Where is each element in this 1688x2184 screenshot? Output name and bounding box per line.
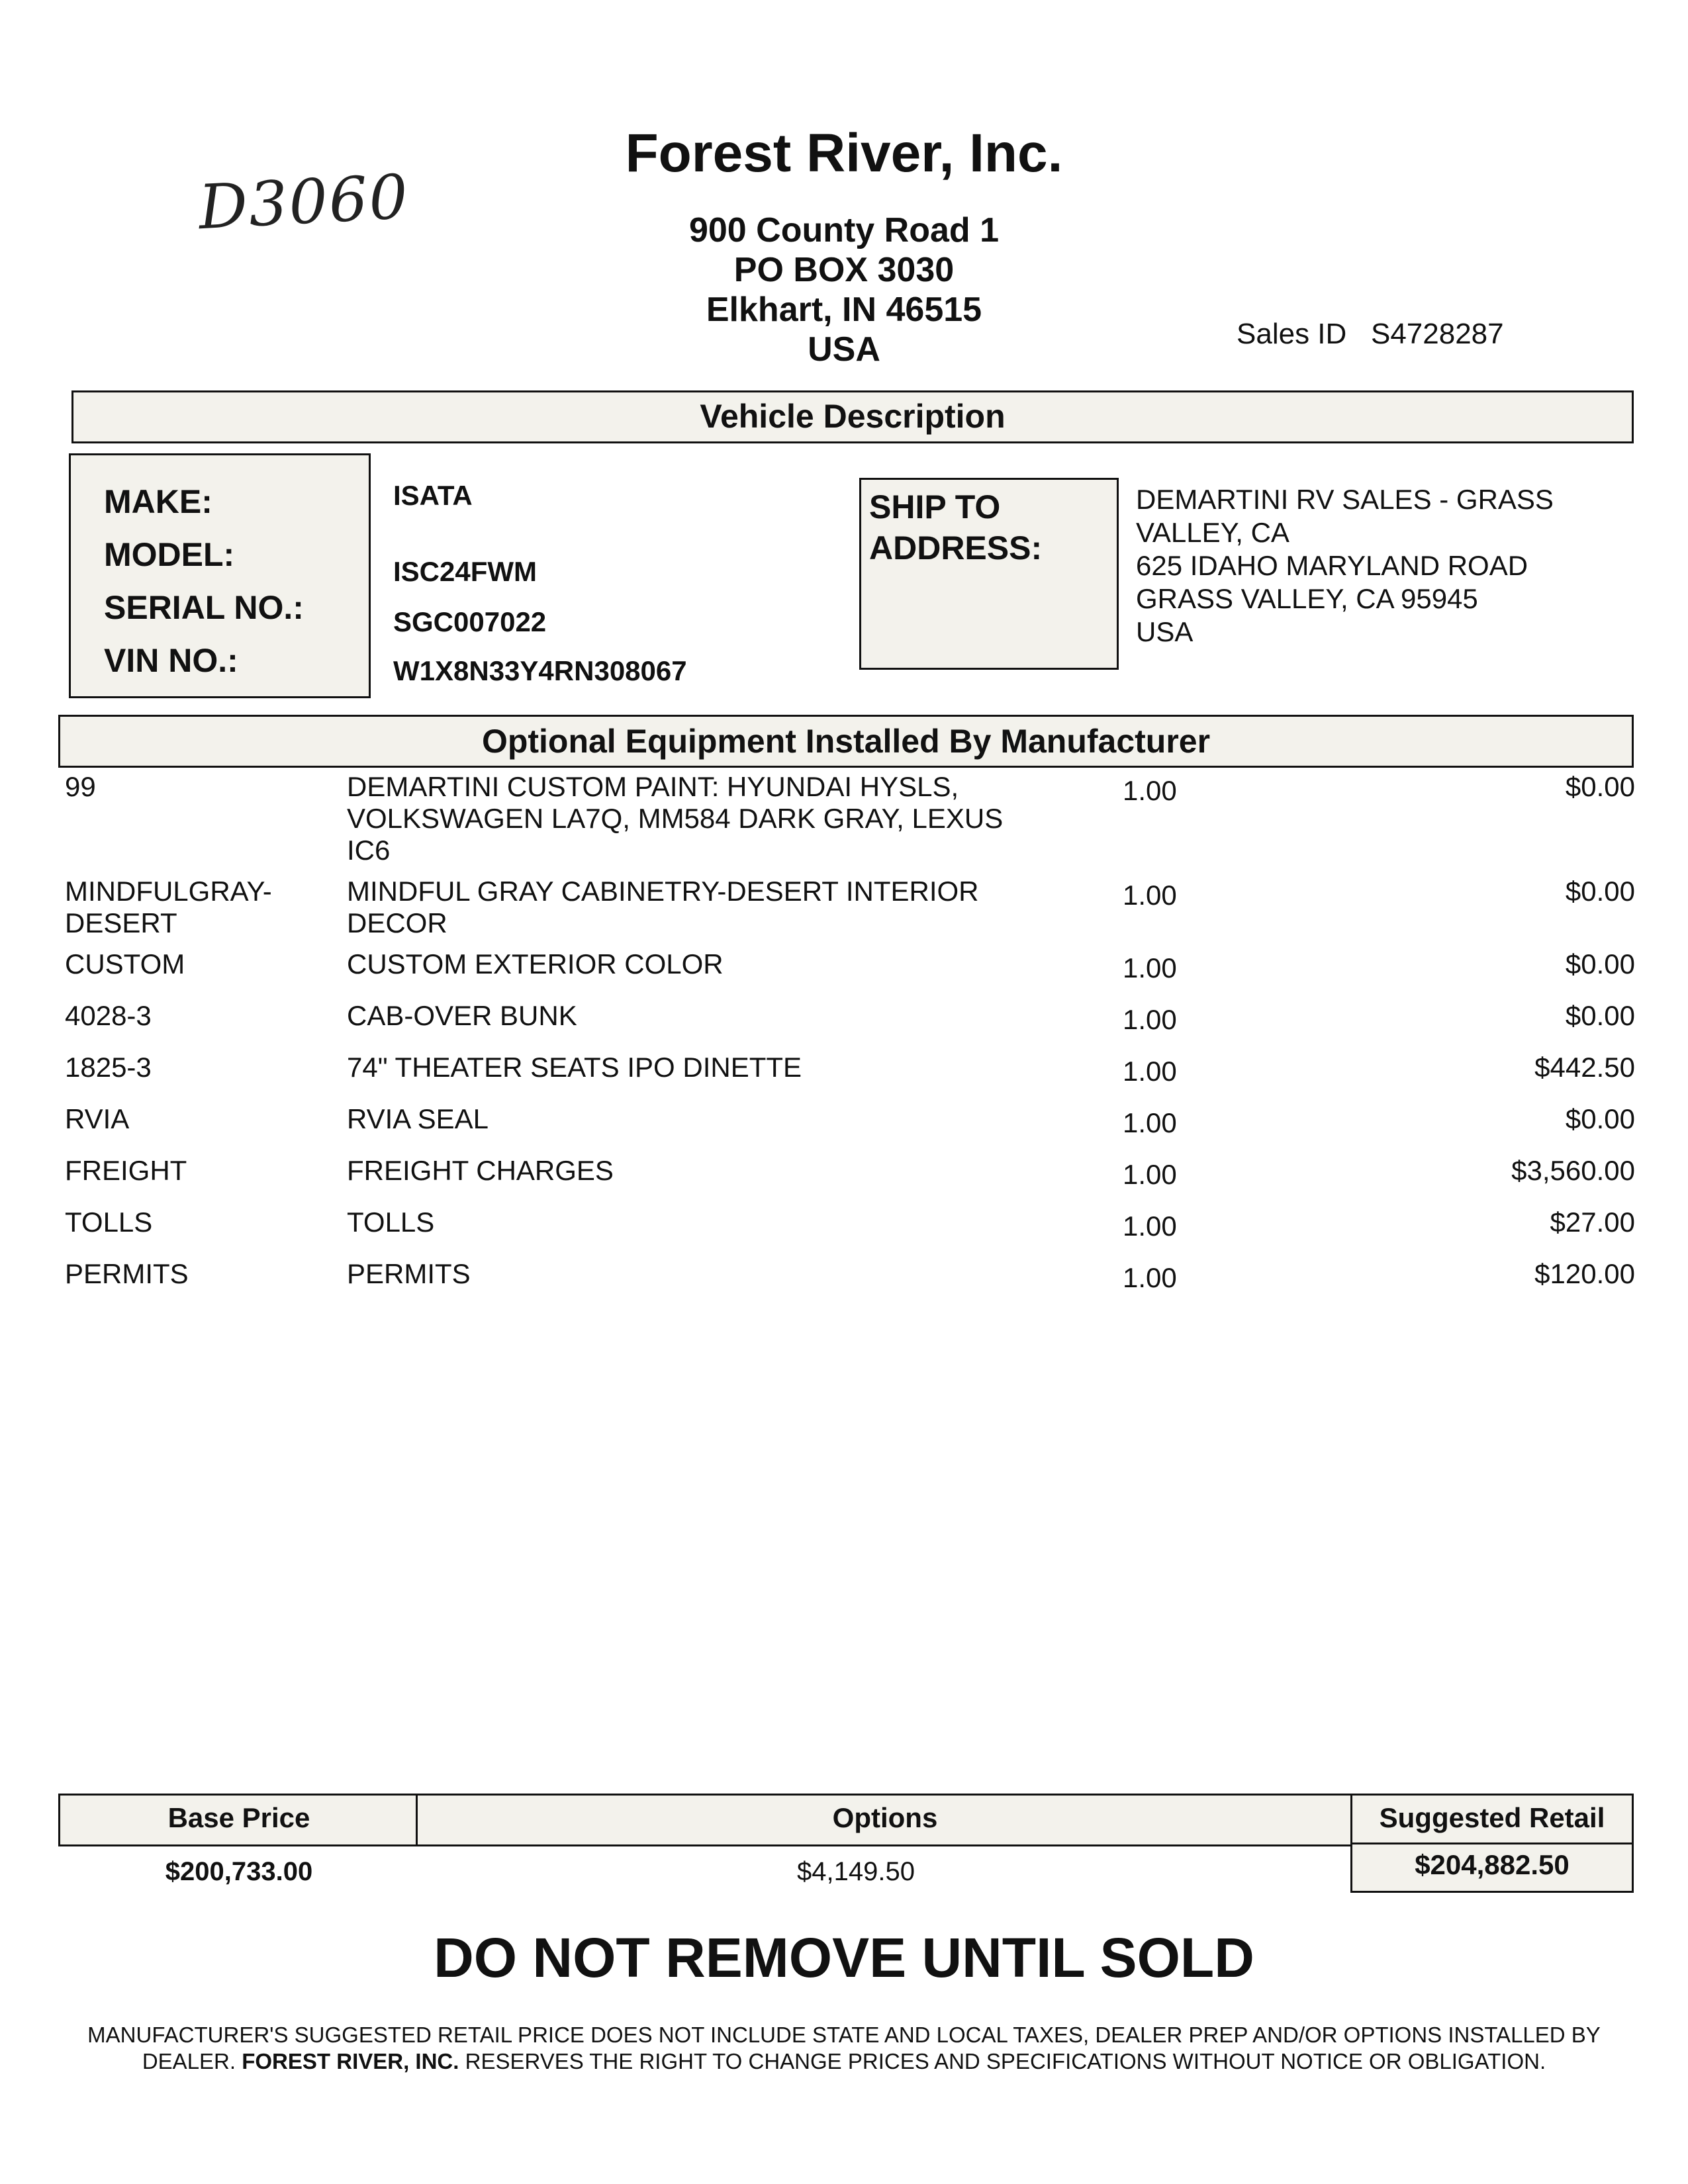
sales-id-label: Sales ID [1237, 318, 1347, 350]
option-qty: 1.00 [1123, 775, 1177, 806]
option-description: PERMITS [347, 1258, 471, 1289]
ship-to-label: SHIP TO [869, 488, 1001, 525]
option-description: FREIGHT CHARGES [347, 1155, 614, 1186]
disclaimer-text-1: MANUFACTURER'S SUGGESTED RETAIL PRICE DOES NOT INCLUDE STATE AND LOCAL TAXES, DEALER PREP AND/OR OPTIONS INSTALLED BY DEALER. [87, 2023, 1601, 2073]
address-label: ADDRESS: [869, 529, 1043, 567]
address-line-1: 900 County Road 1 [688, 211, 1000, 250]
option-description: TOLLS [347, 1206, 435, 1238]
optional-equipment-header: Optional Equipment Installed By Manufacturer [58, 715, 1634, 768]
vehicle-description-header: Vehicle Description [71, 390, 1634, 443]
disclaimer-company: FOREST RIVER, INC. [242, 2049, 459, 2073]
model-value: ISC24FWM [393, 556, 538, 587]
ship-to-line-2: VALLEY, CA [1136, 517, 1289, 548]
options-header: Options [416, 1794, 1354, 1846]
option-qty: 1.00 [1123, 1262, 1177, 1293]
option-price: $0.00 [1565, 1000, 1635, 1031]
option-qty: 1.00 [1123, 880, 1177, 911]
base-price-value: $200,733.00 [165, 1857, 313, 1886]
option-code: MINDFULGRAY-DESERT [65, 876, 272, 938]
serial-label: SERIAL NO.: [104, 589, 304, 626]
vehicle-labels-box [69, 453, 371, 698]
option-qty: 1.00 [1123, 1107, 1177, 1138]
disclaimer [73, 2022, 1615, 2075]
disclaimer-text-2: RESERVES THE RIGHT TO CHANGE PRICES AND SPECIFICATIONS WITHOUT NOTICE OR OBLIGATION. [459, 2049, 1546, 2073]
option-code: PERMITS [65, 1258, 189, 1289]
option-description: CUSTOM EXTERIOR COLOR [347, 948, 724, 979]
ship-to-line-1: DEMARTINI RV SALES - GRASS [1136, 484, 1554, 515]
ship-to-label-box [859, 478, 1119, 670]
address-line-2: PO BOX 3030 [733, 251, 955, 289]
make-value: ISATA [393, 480, 473, 511]
option-qty: 1.00 [1123, 1004, 1177, 1035]
option-price: $0.00 [1565, 1103, 1635, 1134]
option-description: RVIA SEAL [347, 1103, 489, 1134]
sales-id-value: S4728287 [1370, 318, 1504, 350]
option-code: TOLLS [65, 1206, 153, 1238]
option-code: RVIA [65, 1103, 130, 1134]
option-price: $442.50 [1534, 1052, 1635, 1083]
ship-to-line-3: 625 IDAHO MARYLAND ROAD [1136, 550, 1528, 581]
base-price-header: Base Price [58, 1794, 420, 1846]
ship-to-line-4: GRASS VALLEY, CA 95945 [1136, 583, 1478, 614]
option-price: $0.00 [1565, 771, 1635, 802]
vin-value: W1X8N33Y4RN308067 [393, 655, 687, 686]
option-description: 74" THEATER SEATS IPO DINETTE [347, 1052, 802, 1083]
company-name: Forest River, Inc. [625, 123, 1063, 183]
option-description: CAB-OVER BUNK [347, 1000, 577, 1031]
option-description: DEMARTINI CUSTOM PAINT: HYUNDAI HYSLS, VOLKSWAGEN LA7Q, MM584 DARK GRAY, LEXUS IC6 [347, 771, 1004, 866]
model-label: MODEL: [104, 536, 235, 573]
option-price: $27.00 [1550, 1206, 1635, 1238]
options-value: $4,149.50 [797, 1857, 915, 1886]
do-not-remove-warning: DO NOT REMOVE UNTIL SOLD [434, 1927, 1254, 1989]
address-line-4: USA [808, 330, 880, 369]
option-price: $3,560.00 [1511, 1155, 1635, 1186]
address-line-3: Elkhart, IN 46515 [706, 291, 982, 329]
sales-id [1237, 318, 1504, 351]
option-price: $120.00 [1534, 1258, 1635, 1289]
option-code: CUSTOM [65, 948, 185, 979]
option-code: 4028-3 [65, 1000, 152, 1031]
option-code: 1825-3 [65, 1052, 152, 1083]
suggested-retail-header: Suggested Retail [1350, 1794, 1634, 1846]
option-price: $0.00 [1565, 876, 1635, 907]
option-qty: 1.00 [1123, 1159, 1177, 1190]
handwritten-note: D3060 [197, 161, 411, 244]
option-code: 99 [65, 771, 96, 802]
option-price: $0.00 [1565, 948, 1635, 979]
ship-to-line-5: USA [1136, 616, 1194, 647]
vin-label: VIN NO.: [104, 642, 238, 679]
serial-value: SGC007022 [393, 606, 547, 637]
price-summary [58, 1794, 1634, 1846]
option-code: FREIGHT [65, 1155, 187, 1186]
option-qty: 1.00 [1123, 1210, 1177, 1242]
option-qty: 1.00 [1123, 952, 1177, 983]
option-qty: 1.00 [1123, 1056, 1177, 1087]
make-label: MAKE: [104, 483, 212, 520]
option-description: MINDFUL GRAY CABINETRY-DESERT INTERIOR DECOR [347, 876, 979, 938]
suggested-retail-value: $204,882.50 [1350, 1843, 1634, 1893]
